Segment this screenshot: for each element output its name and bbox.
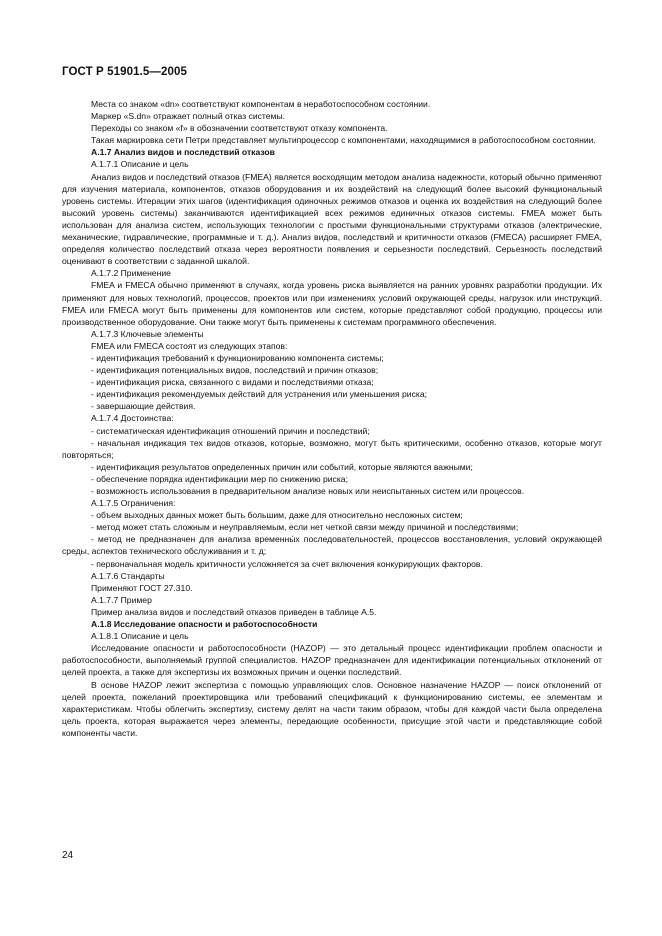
paragraph: А.1.7.6 Стандарты (91, 570, 165, 581)
paragraph: Применяют ГОСТ 27.310. (91, 582, 193, 593)
list-item: - идентификация риска, связанного с видами и последствиями отказа; (91, 377, 374, 388)
list-item: - систематическая идентификация отношений причин и последствий; (91, 425, 370, 436)
document-body (62, 98, 602, 739)
paragraph: В основе HAZOP лежит экспертиза с помощью управляющих слов. Основное назначение HAZOP — поиск отклонений от целей проекта, пожеланий проектировщика или требований спецификаций к функционированию системы, ее элементам и характеристикам. Чтобы облегчить экспертизу, систему делят на части таким образом, чтобы для каждой части была определена цель проекта, которая выражается через элементы, передающие особенности, присущие этой части и представляющие собой компоненты части. (62, 679, 602, 738)
paragraph: Маркер «S.dn» отражает полный отказ системы. (91, 111, 286, 122)
section-heading: А.1.8 Исследование опасности и работоспособности (91, 619, 318, 630)
paragraph: А.1.7.3 Ключевые элементы (91, 328, 204, 339)
list-item: - обеспечение порядка идентификации мер по снижению риска; (91, 473, 348, 484)
list-item: - идентификация требований к функционированию компонента системы; (91, 352, 384, 363)
section-heading: А.1.7 Анализ видов и последствий отказов (91, 147, 275, 158)
list-item: - начальная индикация тех видов отказов, которые, возможно, могут быть критическими, особенно отказов, которые могут повторяться; (62, 437, 602, 460)
paragraph: Такая маркировка сети Петри представляет мультипроцессор с компонентами, находящимися в работоспособном состоянии. (91, 135, 596, 146)
list-item: - завершающие действия. (91, 401, 196, 412)
list-item: - возможность использования в предварительном анализе новых или неиспытанных систем или процессов. (91, 486, 525, 496)
paragraph: FMEA или FMECA состоят из следующих этапов: (91, 340, 288, 351)
document-code: ГОСТ Р 51901.5—2005 (62, 66, 187, 78)
paragraph: А.1.7.5 Ограничения: (91, 498, 176, 509)
list-item: - идентификация потенциальных видов, последствий и причин отказов; (91, 365, 379, 376)
list-item: - первоначальная модель критичности усложняется за счет включения конкурирующих факторов. (91, 558, 483, 569)
page-number: 24 (62, 850, 74, 861)
list-item: - объем выходных данных может быть большим, даже для относительно несложных систем; (91, 510, 463, 521)
paragraph: А.1.8.1 Описание и цель (91, 631, 189, 642)
paragraph: А.1.7.7 Пример (91, 594, 152, 605)
paragraph: FMEA и FMECA обычно применяют в случаях, когда уровень риска выявляется на ранних уровнях разработки продукции. Их применяют для новых технологий, процессов, проектов или при изменениях условий окружающей среды, нагрузок или инструкций. FMEA или FMECA могут быть применены для компонентов или систем, которые представляют собой продукцию, процессы или производственное оборудование. Они также могут быть применены к системам программного обеспечения. (62, 280, 602, 327)
paragraph: А.1.7.2 Применение (91, 268, 171, 279)
paragraph: А.1.7.4 Достоинства: (91, 413, 174, 424)
list-item: - метод не предназначен для анализа временны́х последовательностей, процессов восстановления, условий окружающей среды, аспектов технического обслуживания и т. д; (62, 534, 602, 557)
list-item: - идентификация рекомендуемых действий для устранения или уменьшения риска; (91, 389, 428, 400)
paragraph: Исследование опасности и работоспособности (HAZOP) — это детальный процесс идентификации проблем опасности и работоспособности, выполняемый группой специалистов. HAZOP предназначен для идентификации потенциальных отклонений от целей проекта, а также для экспертизы их возможных причин и оценки последствий. (62, 643, 602, 678)
list-item: - метод может стать сложным и неуправляемым, если нет четкой связи между причиной и последствиями; (91, 522, 519, 533)
paragraph: Переходы со знаком «f» в обозначении соответствуют отказу компонента. (91, 123, 388, 134)
list-item: - идентификация результатов определенных причин или событий, которые являются важными; (91, 461, 473, 472)
paragraph: Места со знаком «dn» соответствуют компонентам в неработоспособном состоянии. (91, 99, 431, 109)
paragraph: А.1.7.1 Описание и цель (91, 159, 189, 170)
paragraph: Пример анализа видов и последствий отказов приведен в таблице А.5. (91, 606, 377, 617)
paragraph: Анализ видов и последствий отказов (FMEA) является восходящим методом анализа надежности, который обычно применяют для изучения материала, компонентов, отказов оборудования и их воздействий на следующий более высокий функциональный уровень системы. Итерации этих шагов (идентификация одиночных режимов отказов и оценка их воздействия на следующий более высокий уровень системы) заканчиваются идентификацией всех режимов единичных отказов системы. FMEA может быть использован для анализа систем, использующих технологии с простыми функциональными структурами отказов (электрические, механические, гидравлические, программные и т. д.). Анализ видов, последствий и критичности отказов (FMECA) расширяет FMEA, определяя количество последствий отказа через вероятности появления и серьезности последствий. Серьезность последствий оценивают в соответствии с заданной шкалой. (62, 171, 602, 267)
